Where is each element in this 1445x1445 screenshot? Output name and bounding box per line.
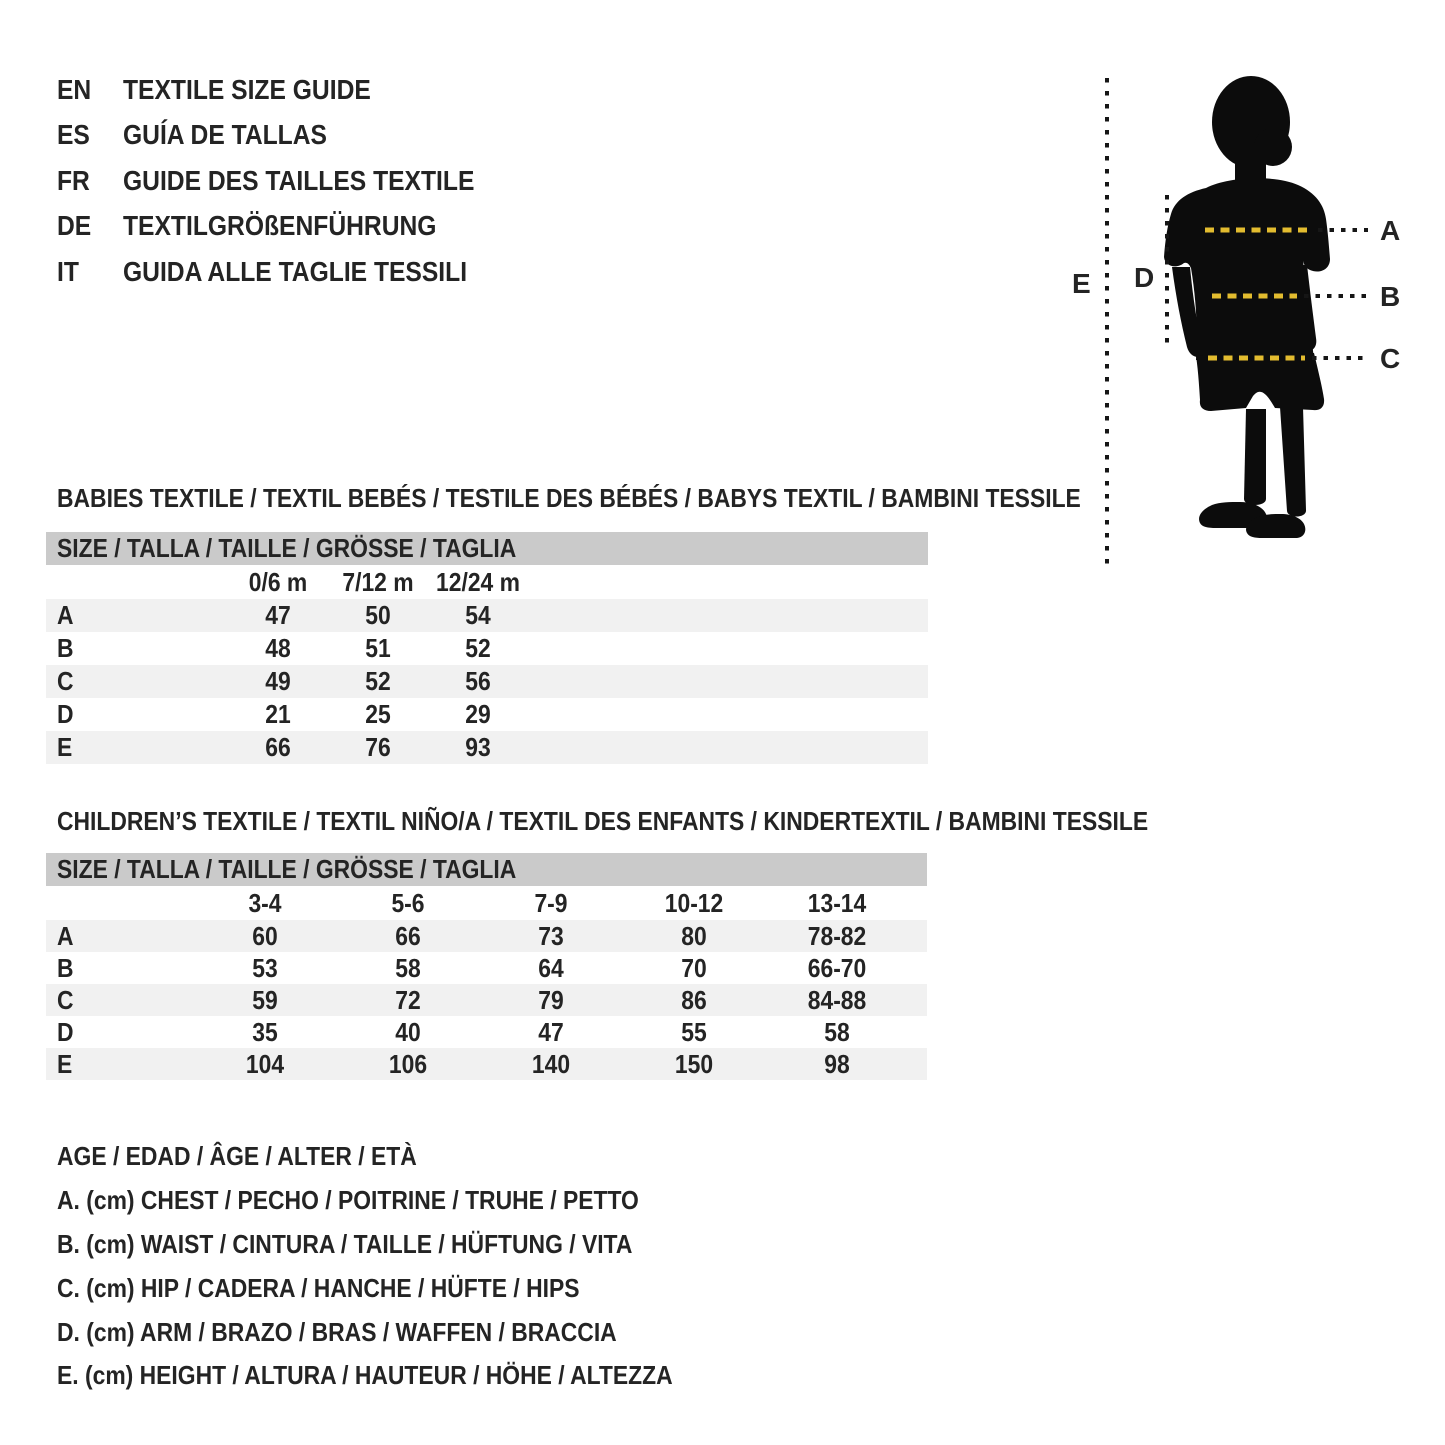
size-row-D <box>46 1016 927 1048</box>
size-value: 72 <box>395 985 421 1015</box>
row-label: A <box>57 600 74 630</box>
row-label: A <box>57 921 74 951</box>
child-silhouette <box>1164 76 1330 538</box>
babies-section-title: BABIES TEXTILE / TEXTIL BEBÉS / TESTILE DES BÉBÉS / BABYS TEXTIL / BAMBINI TESSILE <box>57 483 1081 513</box>
language-code: ES <box>57 119 90 150</box>
size-value: 59 <box>252 985 278 1015</box>
size-value: 48 <box>265 633 291 663</box>
size-value: 150 <box>674 1049 714 1079</box>
row-label: D <box>57 699 74 729</box>
size-value: 56 <box>465 666 491 696</box>
size-value: 140 <box>531 1049 571 1079</box>
row-label: E <box>57 1049 73 1079</box>
size-value: 78-82 <box>807 921 867 951</box>
language-code: FR <box>57 165 90 196</box>
size-value: 40 <box>395 1017 421 1047</box>
legend-line-age: AGE / EDAD / ÂGE / ALTER / ETÀ <box>57 1141 417 1171</box>
child-measurement-diagram <box>1060 55 1445 620</box>
language-code: IT <box>57 256 79 287</box>
size-value: 76 <box>365 732 391 762</box>
size-row-E <box>46 1048 927 1080</box>
size-value: 47 <box>538 1017 564 1047</box>
size-header-bar: SIZE / TALLA / TAILLE / GRÖSSE / TAGLIA <box>46 532 928 565</box>
column-header-row <box>46 565 928 599</box>
size-value: 51 <box>365 633 391 663</box>
size-value: 53 <box>252 953 278 983</box>
legend-line-waist: B. (cm) WAIST / CINTURA / TAILLE / HÜFTUNG / VITA <box>57 1229 633 1259</box>
table-body <box>46 920 927 1080</box>
language-title: GUIDA ALLE TAGLIE TESSILI <box>123 256 468 287</box>
measure-label-B: B <box>1380 281 1401 312</box>
size-value: 73 <box>538 921 564 951</box>
column-header: 5-6 <box>391 888 425 918</box>
size-row-A <box>46 920 927 952</box>
size-value: 25 <box>365 699 391 729</box>
size-row-D <box>46 698 928 731</box>
language-title: GUIDE DES TAILLES TEXTILE <box>123 165 475 196</box>
language-code: DE <box>57 210 92 241</box>
row-label: E <box>57 732 73 762</box>
measure-label-C: C <box>1380 343 1401 374</box>
column-header: 3-4 <box>248 888 282 918</box>
language-title: GUÍA DE TALLAS <box>123 119 327 150</box>
row-label: B <box>57 633 74 663</box>
size-value: 21 <box>265 699 291 729</box>
size-value: 60 <box>252 921 278 951</box>
size-value: 64 <box>538 953 564 983</box>
children-section-title: CHILDREN’S TEXTILE / TEXTIL NIÑO/A / TEXTIL DES ENFANTS / KINDERTEXTIL / BAMBINI TESSILE <box>57 806 1149 836</box>
column-header: 7/12 m <box>342 567 414 597</box>
size-value: 58 <box>395 953 421 983</box>
row-label: C <box>57 985 74 1015</box>
legend-line-height: E. (cm) HEIGHT / ALTURA / HAUTEUR / HÖHE / ALTEZZA <box>57 1360 673 1390</box>
size-row-A <box>46 599 928 632</box>
row-label: B <box>57 953 74 983</box>
size-value: 49 <box>265 666 291 696</box>
size-value: 106 <box>388 1049 428 1079</box>
size-value: 66-70 <box>807 953 867 983</box>
measure-label-D: D <box>1134 262 1155 293</box>
size-value: 50 <box>365 600 391 630</box>
size-row-C <box>46 984 927 1016</box>
size-value: 66 <box>395 921 421 951</box>
legend-line-arm: D. (cm) ARM / BRAZO / BRAS / WAFFEN / BRACCIA <box>57 1317 617 1347</box>
size-value: 93 <box>465 732 491 762</box>
table-body <box>46 599 928 764</box>
size-row-B <box>46 952 927 984</box>
size-value: 80 <box>681 921 707 951</box>
size-header-bar: SIZE / TALLA / TAILLE / GRÖSSE / TAGLIA <box>46 853 927 886</box>
row-label: C <box>57 666 74 696</box>
size-value: 104 <box>245 1049 285 1079</box>
column-header-row <box>46 886 927 920</box>
babies-size-table <box>46 532 928 764</box>
size-value: 35 <box>252 1017 278 1047</box>
language-title: TEXTILGRÖßENFÜHRUNG <box>123 210 437 241</box>
children-size-table <box>46 853 927 1080</box>
size-value: 29 <box>465 699 491 729</box>
language-code: EN <box>57 74 92 105</box>
column-header: 13-14 <box>807 888 867 918</box>
size-value: 52 <box>365 666 391 696</box>
row-label: D <box>57 1017 74 1047</box>
column-header: 7-9 <box>534 888 568 918</box>
size-value: 47 <box>265 600 291 630</box>
size-value: 86 <box>681 985 707 1015</box>
language-title: TEXTILE SIZE GUIDE <box>123 74 371 105</box>
size-value: 54 <box>465 600 491 630</box>
legend-line-hip: C. (cm) HIP / CADERA / HANCHE / HÜFTE / HIPS <box>57 1273 580 1303</box>
size-value: 79 <box>538 985 564 1015</box>
size-value: 58 <box>824 1017 850 1047</box>
column-header: 10-12 <box>664 888 724 918</box>
legend-line-chest: A. (cm) CHEST / PECHO / POITRINE / TRUHE / PETTO <box>57 1185 639 1215</box>
size-row-C <box>46 665 928 698</box>
size-value: 55 <box>681 1017 707 1047</box>
column-header: 0/6 m <box>248 567 308 597</box>
size-value: 98 <box>824 1049 850 1079</box>
size-value: 52 <box>465 633 491 663</box>
size-row-B <box>46 632 928 665</box>
size-value: 66 <box>265 732 291 762</box>
size-value: 70 <box>681 953 707 983</box>
measure-label-E: E <box>1072 268 1091 299</box>
size-row-E <box>46 731 928 764</box>
measure-label-A: A <box>1380 215 1401 246</box>
size-value: 84-88 <box>807 985 867 1015</box>
column-header: 12/24 m <box>436 567 520 597</box>
